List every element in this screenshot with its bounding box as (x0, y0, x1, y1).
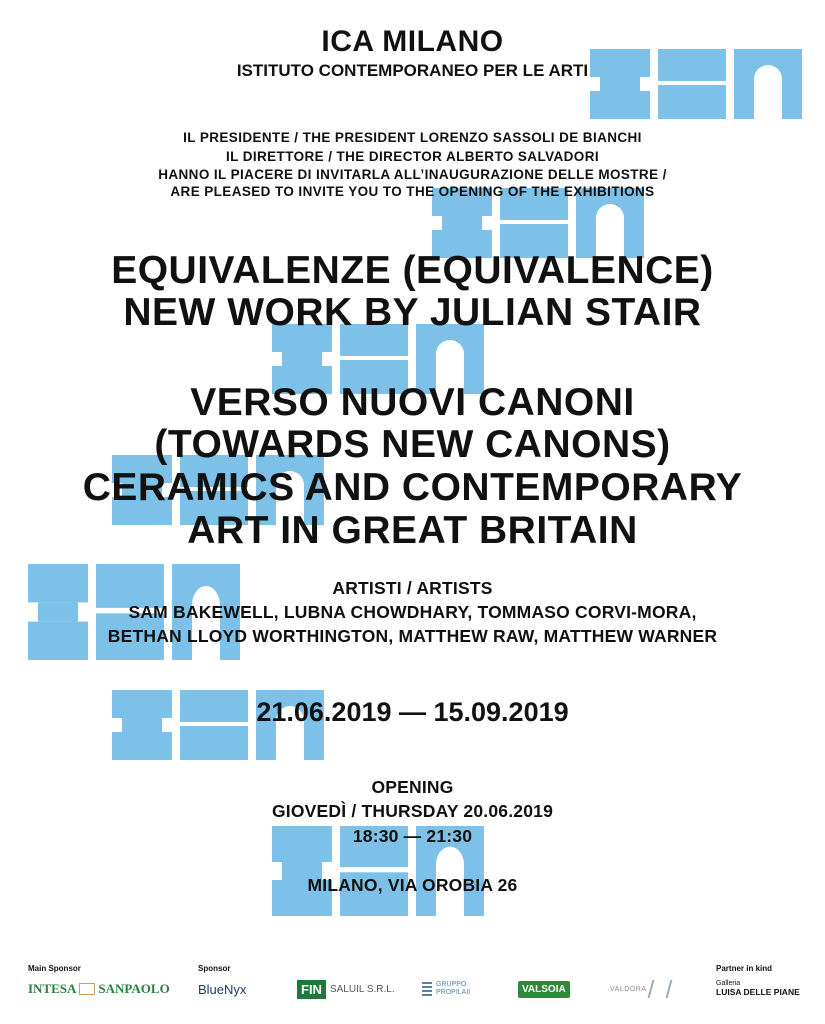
fin-box: FIN (297, 980, 326, 999)
exhibition-title: VERSO NUOVI CANONI (190, 381, 635, 424)
partner-label: Partner in kind (716, 964, 773, 973)
bluenyx-text: BlueNyx (198, 981, 247, 997)
invitation-line: HANNO IL PIACERE DI INVITARLA ALL’INAUGURAZIONE DELLE MOSTRE / (158, 167, 667, 182)
exhibition-title: EQUIVALENZE (EQUIVALENCE) (111, 249, 714, 292)
exhibition-title: CERAMICS AND CONTEMPORARY (82, 466, 743, 509)
sponsors-footer (0, 958, 825, 1024)
valdora-mark-icon (648, 980, 673, 998)
opening-location: MILANO, VIA OROBIA 26 (307, 875, 518, 895)
main-sponsor-label: Main Sponsor (28, 964, 81, 973)
fin-text: SALUIL S.R.L. (329, 983, 395, 995)
invitation-line: IL PRESIDENTE / THE PRESIDENT LORENZO SASSOLI DE BIANCHI (183, 130, 642, 145)
propilei-icon (422, 982, 432, 996)
bluenyx-logo (198, 978, 246, 1000)
lpiane-text-1: Galleria (716, 980, 741, 987)
opening-heading: OPENING (371, 777, 454, 797)
opening-time: 18:30 — 21:30 (352, 826, 473, 846)
intesa-sanpaolo-logo (28, 978, 170, 1000)
page-subtitle: ISTITUTO CONTEMPORANEO PER LE ARTI (236, 61, 589, 80)
lpiane-text-2: LUISA DELLE PIANE (716, 987, 800, 997)
page-title: ICA MILANO (321, 25, 504, 58)
valsoia-text: VALSOIA (518, 981, 570, 998)
fin-logo (297, 978, 395, 1000)
propilei-text-1: GRUPPO (436, 981, 467, 988)
artists-heading: ARTISTI / ARTISTS (332, 578, 493, 598)
exhibition-title: ART IN GREAT BRITAIN (187, 509, 638, 552)
propilei-text-2: PROPILAII (436, 989, 471, 996)
valdora-text: VALDORA (610, 985, 647, 993)
artists-line: SAM BAKEWELL, LUBNA CHOWDHARY, TOMMASO CORVI-MORA, (128, 602, 697, 622)
opening-day: GIOVEDÌ / THURSDAY 20.06.2019 (271, 801, 554, 821)
invitation-line: IL DIRETTORE / THE DIRECTOR ALBERTO SALVADORI (225, 149, 600, 164)
invitation-line: ARE PLEASED TO INVITE YOU TO THE OPENING OF THE EXHIBITIONS (170, 184, 655, 199)
sanpaolo-text: SANPAOLO (98, 981, 170, 996)
artists-line: BETHAN LLOYD WORTHINGTON, MATTHEW RAW, MATTHEW WARNER (107, 626, 718, 646)
propilei-logo (422, 978, 470, 1000)
luisa-delle-piane-logo (716, 978, 800, 1000)
exhibition-title: NEW WORK BY JULIAN STAIR (123, 291, 702, 334)
intesa-text: INTESA (28, 981, 77, 996)
valdora-logo (610, 978, 670, 1000)
valsoia-logo (518, 978, 570, 1000)
exhibition-dates: 21.06.2019 — 15.09.2019 (256, 697, 569, 727)
sponsor-label: Sponsor (198, 964, 231, 973)
exhibition-title: (TOWARDS NEW CANONS) (154, 423, 671, 466)
intesa-mark-icon (79, 983, 95, 995)
